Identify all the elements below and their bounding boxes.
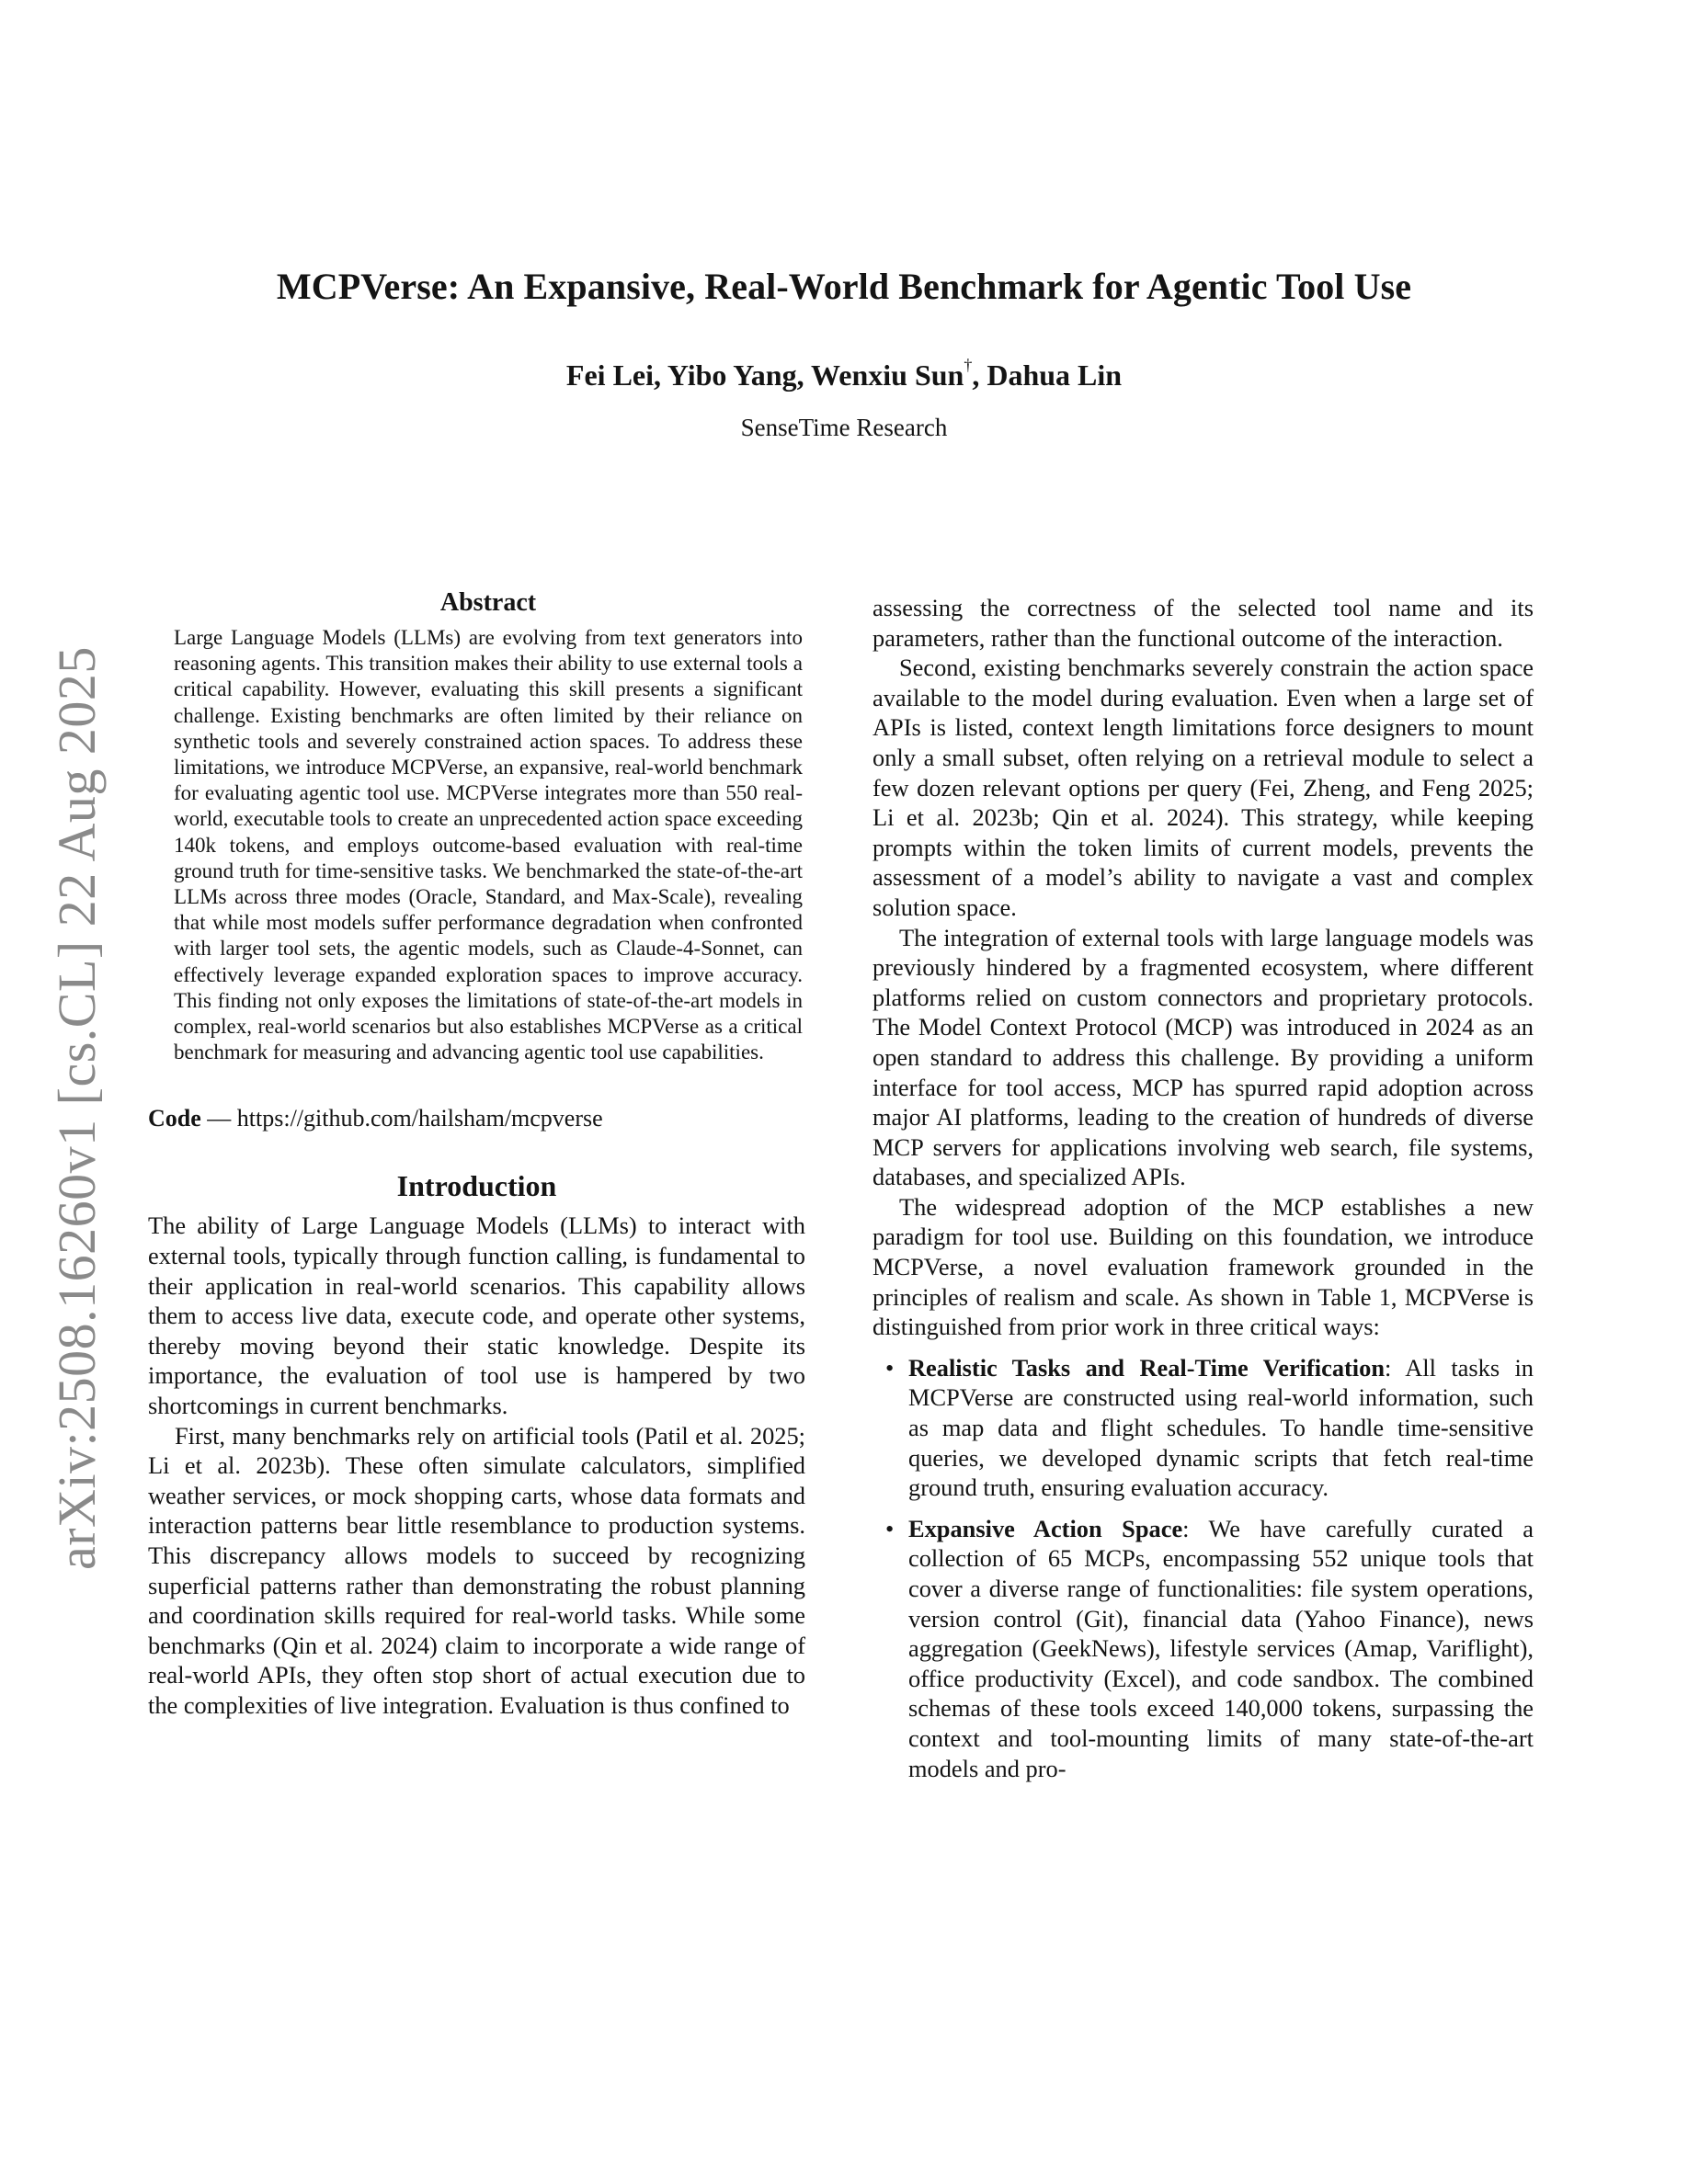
list-item-text: : We have carefully curated a collection of 65 MCPs, encompassing 552 unique tools that cover a diverse range of functionalities: file system operations, version control (Git), financial data (Yahoo Finance), news aggregation (GeekNews), lifestyle services (Amap, Variflight), office productivity (Excel), and code sandbox. The combined schemas of these tools exceed 140,000 tokens, surpassing the context and tool-mounting limits of many state-of-the-art models and pro- xyxy=(908,1514,1534,1782)
introduction-body-left xyxy=(148,1211,805,1720)
abstract-heading: Abstract xyxy=(439,588,537,617)
list-item-title: Realistic Tasks and Real-Time Verification xyxy=(908,1353,1386,1382)
code-link-line xyxy=(148,1104,805,1133)
corresponding-author-dagger: † xyxy=(964,356,973,375)
code-url-link[interactable]: https://github.com/hailsham/mcpverse xyxy=(236,1105,603,1132)
contribution-list xyxy=(873,1353,1534,1783)
abstract-text: Large Language Models (LLMs) are evolving from text generators into reasoning agents. This transition makes their ability to use external tools a critical capability. However, evaluating this skill presents a significant challenge. Existing benchmarks are often limited by their reliance on synthetic tools and severely constrained action spaces. To address these limitations, we introduce MCPVerse, an expansive, real-world benchmark for evaluating agentic tool use. MCPVerse integrates more than 550 real-world, executable tools to create an unprecedented action space exceeding 140k tokens, and employs outcome-based evaluation with real-time ground truth for time-sensitive tasks. We benchmarked the state-of-the-art LLMs across three modes (Oracle, Standard, and Max-Scale), revealing that while most models suffer performance degradation when confronted with larger tool sets, the agentic models, such as Claude-4-Sonnet, can effectively leverage expanded exploration spaces to improve accuracy. This finding not only exposes the limitations of state-of-the-art models in complex, real-world scenarios but also establishes MCPVerse as a critical benchmark for measuring and advancing agentic tool use capabilities. xyxy=(174,626,803,1064)
code-separator: — xyxy=(200,1105,237,1132)
arxiv-identifier: arXiv:2508.16260v1 [cs.CL] 22 Aug 2025 xyxy=(47,646,107,1570)
paper-title: MCPVerse: An Expansive, Real-World Benchmark for Agentic Tool Use xyxy=(276,266,1412,307)
introduction-heading: Introduction xyxy=(396,1169,557,1203)
code-label: Code xyxy=(148,1105,201,1132)
intro-paragraph-4: The integration of external tools with large language models was previously hindered by a fragmented ecosystem, where different platforms relied on custom connectors and proprietary protocols. The Model Context Protocol (MCP) was introduced in 2024 as an open standard to address this challenge. By providing a uniform interface for tool access, MCP has spurred rapid adoption across major AI platforms, leading to the creation of hundreds of diverse MCP servers for applications involving web search, file systems, databases, and specialized APIs. xyxy=(873,923,1534,1191)
author-list xyxy=(0,358,1688,392)
affiliation: SenseTime Research xyxy=(740,414,948,441)
author-names-last: , Dahua Lin xyxy=(972,358,1123,392)
intro-paragraph-5: The widespread adoption of the MCP establishes a new paradigm for tool use. Building on this foundation, we introduce MCPVerse, a novel evaluation framework grounded in the principles of realism and scale. As shown in Table 1, MCPVerse is distinguished from prior work in three critical ways: xyxy=(873,1192,1534,1341)
list-item xyxy=(873,1514,1534,1783)
left-column xyxy=(148,588,805,1721)
intro-paragraph-1: The ability of Large Language Models (LLMs) to interact with external tools, typically through function calling, is fundamental to their application in real-world scenarios. This capability allows them to access live data, execute code, and operate other systems, thereby moving beyond their static knowledge. Despite its importance, the evaluation of tool use is hampered by two shortcomings in current benchmarks. xyxy=(148,1211,805,1420)
list-item xyxy=(873,1353,1534,1503)
bullet-marker: • xyxy=(885,1514,895,1542)
right-column xyxy=(873,593,1534,1794)
list-item-title: Expansive Action Space xyxy=(908,1514,1183,1542)
intro-paragraph-2: First, many benchmarks rely on artificial tools (Patil et al. 2025; Li et al. 2023b). These often simulate calculators, simplified weather services, or mock shopping carts, whose data formats and interaction patterns bear little resemblance to production systems. This discrepancy allows models to succeed by recognizing superficial patterns rather than demonstrating the robust planning and coordination skills required for real-world tasks. While some benchmarks (Qin et al. 2024) claim to incorporate a wide range of real-world APIs, they often stop short of actual execution due to the complexities of live integration. Evaluation is thus confined to xyxy=(148,1421,805,1719)
list-item-text: : All tasks in MCPVerse are constructed using real-world information, such as map data and flight schedules. To handle time-sensitive queries, we developed dynamic scripts that fetch real-time ground truth, ensuring evaluation accuracy. xyxy=(908,1353,1534,1502)
intro-paragraph-2-continued: assessing the correctness of the selected tool name and its parameters, rather than the functional outcome of the interaction. xyxy=(873,594,1534,652)
intro-paragraph-3: Second, existing benchmarks severely constrain the action space available to the model during evaluation. Even when a large set of APIs is listed, context length limitations force designers to mount only a small subset, often relying on a retrieval module to select a few dozen relevant options per query (Fei, Zheng, and Feng 2025; Li et al. 2023b; Qin et al. 2024). This strategy, while keeping prompts within the token limits of current models, prevents the assessment of a model’s ability to navigate a vast and complex solution space. xyxy=(873,654,1534,921)
abstract-block xyxy=(174,588,803,1065)
bullet-marker: • xyxy=(885,1353,895,1382)
author-names: Fei Lei, Yibo Yang, Wenxiu Sun xyxy=(565,358,964,392)
